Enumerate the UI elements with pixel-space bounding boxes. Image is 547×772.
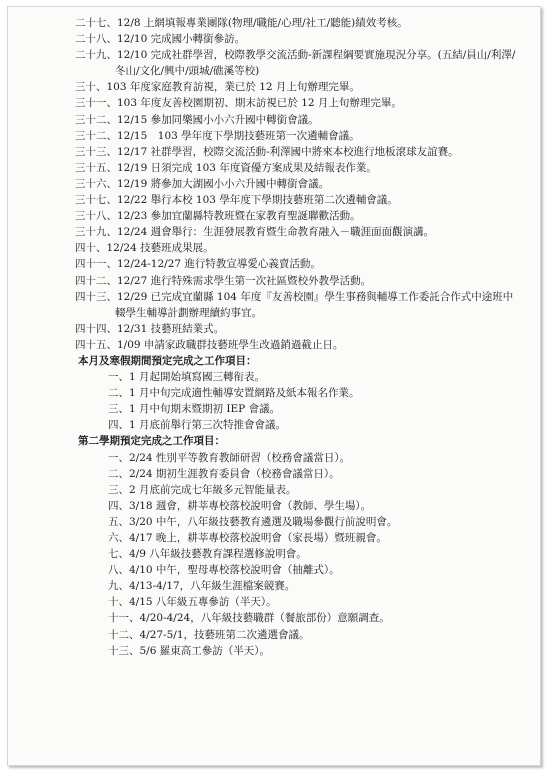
list-item: 二、1 月中旬完成適性輔導安置網路及紙本報名作業。	[108, 387, 360, 400]
list-item: 三十九、12/24 週會舉行：生涯發展教育暨生命教育融入－職涯面面觀演講。	[75, 226, 435, 239]
list-item: 三十八、12/23 參加宜蘭縣特教班暨在家教育聖誕聯歡活動。	[75, 210, 361, 223]
list-item: 三十七、12/22 舉行本校 103 學年度下學期技藝班第二次遴輔會議。	[75, 194, 398, 207]
list-item: 十一、4/20-4/24，八年級技藝職群（餐旅部份）意願調查。	[108, 612, 390, 625]
list-item: 三十二、12/15 參加同樂國小小六升國中轉銜會議。	[75, 113, 319, 126]
document-page	[7, 6, 541, 766]
list-item: 十二、4/27-5/1，技藝班第二次遴選會議。	[108, 628, 310, 641]
list-item: 四十三、12/29 已完成宜蘭縣 104 年度『友善校園』學生事務與輔導工作委託合作式中途班中輟學生輔導計劃辦理續約事宜。	[75, 290, 514, 319]
list-item: 四、1 月底前舉行第三次特推會會議。	[108, 419, 287, 432]
list-item: 二十七、12/8 上網填報專業團隊(物理/職能/心理/社工/聽能)績效考核。	[75, 17, 408, 29]
second-semester-list	[8, 450, 540, 659]
list-item: 二十九、12/10 完成社群學習，校際教學交流活動-新課程綱要實施現況分享。(五結/員山/利澤/冬山/文化/興中/頭城/礁溪等校)	[75, 49, 516, 78]
list-item: 六、4/17 晚上，耕莘專校落校說明會（家長場）暨班親會。	[108, 532, 387, 544]
list-item: 三、1 月中旬期末暨期初 IEP 會議。	[108, 403, 281, 416]
list-item: 三、2 月底前完成七年級多元智能量表。	[108, 483, 297, 496]
list-item: 五、3/20 中午，八年級技藝教育遴選及職場參觀行前說明會。	[108, 515, 398, 528]
winter-plan-list	[8, 369, 540, 433]
list-item: 二、2/24 期初生涯教育委員會（校務會議當日）。	[108, 467, 340, 480]
section-heading-second-semester: 第二學期預定完成之工作項目：	[78, 435, 225, 448]
list-item: 三十六、12/19 將參加大湖國小小六升國中轉銜會議。	[75, 177, 330, 190]
list-item: 一、2/24 性別平等教育教師研習（校務會議當日）。	[108, 451, 351, 464]
list-item: 三十、103 年度家庭教育訪視，業已於 12 月上旬辦理完畢。	[75, 81, 360, 94]
list-item: 七、4/9 八年級技藝教育課程選修說明會。	[108, 548, 307, 561]
list-item: 九、4/13-4/17，八年級生涯檔案競賽。	[108, 580, 296, 593]
list-item: 四、3/18 週會，耕莘專校落校說明會（教師、學生場）。	[108, 499, 372, 512]
list-item: 四十二、12/27 進行特殊需求學生第一次社區暨校外教學活動。	[75, 274, 372, 287]
list-item: 一、1 月起開始填寫國三轉衔表。	[108, 371, 266, 384]
list-item: 二十八、12/10 完成國小轉銜參訪。	[75, 33, 246, 46]
list-item: 四十四、12/31 技藝班結業式。	[75, 322, 225, 335]
list-item: 十、4/15 八年級五專參訪（半天）。	[108, 596, 277, 609]
completed-work-list	[8, 15, 540, 353]
document-content	[8, 15, 540, 659]
list-item: 三十二、12/15 103 學年度下學期技藝班第一次遴輔會議。	[75, 129, 360, 142]
list-item: 三十五、12/19 日須完成 103 年度資優方案成果及結報表作業。	[75, 161, 377, 174]
list-item: 八、4/10 中午，聖母專校落校說明會（抽離式）。	[108, 564, 340, 577]
list-item: 十三、5/6 羅東高工參訪（半天）。	[108, 644, 270, 657]
list-item: 四十五、1/09 申請家政職群技藝班學生改過銷過截止日。	[75, 338, 344, 351]
list-item: 四十一、12/24-12/27 進行特教宣導愛心義賣活動。	[75, 258, 321, 271]
list-item: 三十一、103 年度友善校園期初、期末訪視已於 12 月上旬辦理完畢。	[75, 97, 402, 110]
section-heading-winter-plan: 本月及寒假期間預定完成之工作項目：	[78, 354, 257, 367]
list-item: 四十、12/24 技藝班成果展。	[75, 242, 214, 255]
list-item: 三十三、12/17 社群學習，校際交流活動-利澤國中將來本校進行地板滾球友誼賽。	[75, 145, 459, 158]
